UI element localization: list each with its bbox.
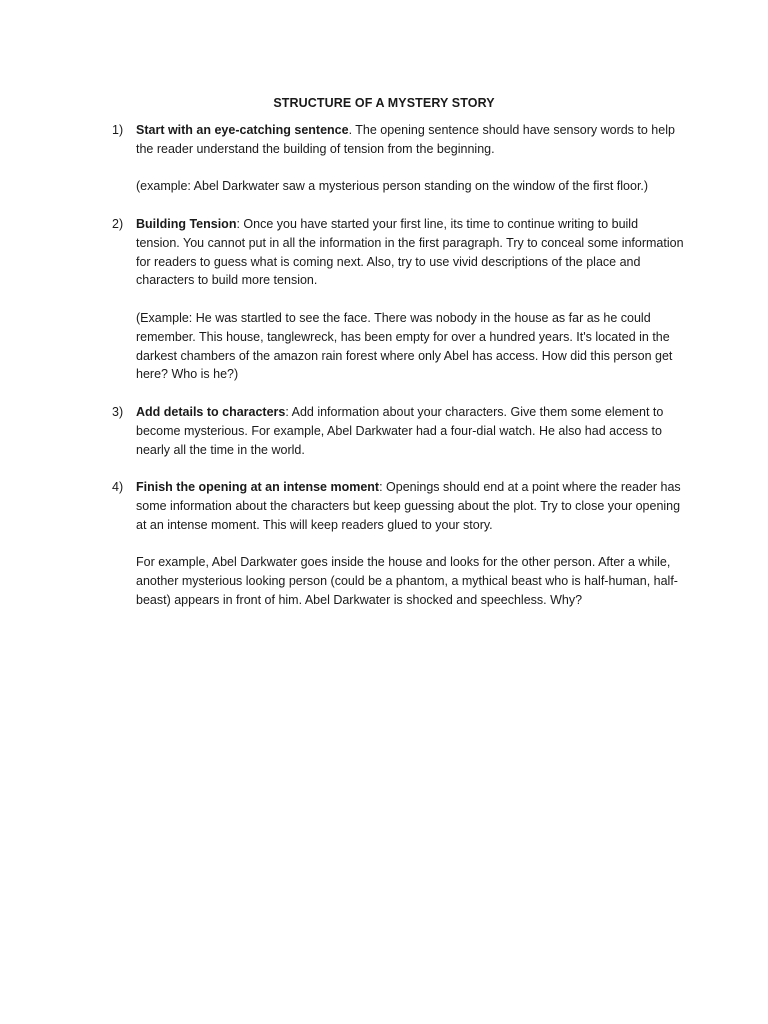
item-number: 4) <box>112 480 124 495</box>
item-text: : Once you have started your first line, its time to continue writing to build tension. You cannot put in all the information in the first paragraph. Try to conceal some information for readers to guess what is coming next. Also, try to use vivid descriptions of the place and characters to build more tension. <box>136 216 684 288</box>
document-title: STRUCTURE OF A MYSTERY STORY <box>273 96 495 110</box>
item-paragraph <box>136 121 684 159</box>
item-heading: Finish the opening at an intense moment <box>136 480 380 495</box>
list-item-2 <box>112 215 684 384</box>
item-example: (Example: He was startled to see the face. There was nobody in the house as far as he could remember. This house, tanglewreck, has been empty for over a hundred years. It's located in the darkest chambers of the amazon rain forest where only Abel has access. How did this person get here? Who is he?) <box>136 310 673 382</box>
item-heading: Add details to characters <box>136 404 286 419</box>
list-item-3 <box>112 403 684 459</box>
item-number: 2) <box>112 216 124 231</box>
item-example: For example, Abel Darkwater goes inside the house and looks for the other person. After a while, another mysterious looking person (could be a phantom, a mythical beast who is half-human, half-beast) appears in front of him. Abel Darkwater is shocked and speechless. Why? <box>136 555 678 607</box>
list-item-1 <box>112 121 684 196</box>
item-heading: Start with an eye-catching sentence <box>136 123 349 137</box>
item-paragraph <box>136 403 684 459</box>
item-number: 3) <box>112 404 124 419</box>
item-number: 1) <box>112 123 124 137</box>
item-text: : Add information about your characters. Give them some element to become mysterious. For example, Abel Darkwater had a four-dial watch. He also had access to nearly all the time in the world. <box>136 404 664 457</box>
item-paragraph <box>136 215 684 290</box>
item-text: : Openings should end at a point where the reader has some information about the characters but keep guessing about the plot. Try to close your opening at an intense moment. This will keep readers glued to your story. <box>136 480 681 532</box>
item-paragraph <box>136 478 684 534</box>
item-example: (example: Abel Darkwater saw a mysterious person standing on the window of the first floor.) <box>136 179 649 194</box>
item-heading: Building Tension <box>136 216 237 231</box>
numbered-list <box>112 121 684 610</box>
item-text: . The opening sentence should have sensory words to help the reader understand the building of tension from the beginning. <box>136 123 675 156</box>
list-item-4 <box>112 478 684 610</box>
